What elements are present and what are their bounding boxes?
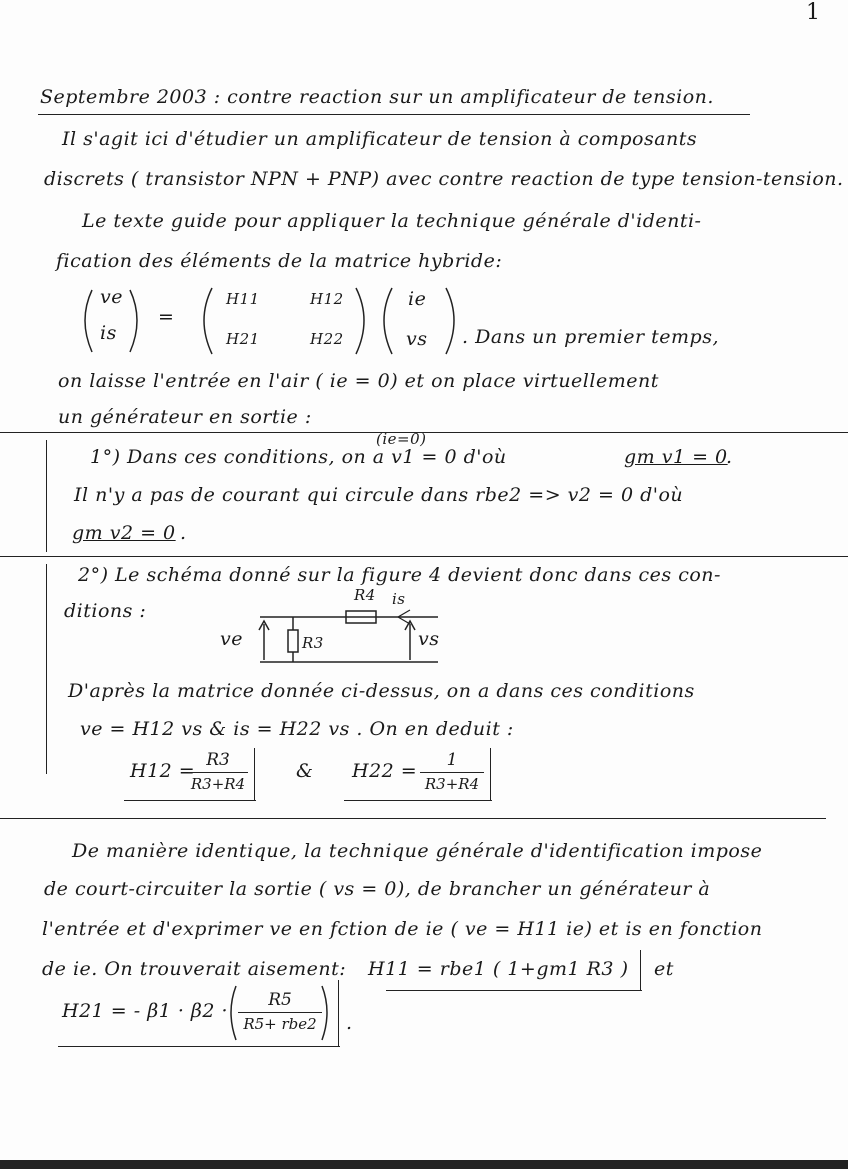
h21-numerator: R5 bbox=[268, 990, 292, 1010]
h21-denominator: R5+ rbe2 bbox=[243, 1015, 317, 1033]
intro-line-2: discrets ( transistor NPN + PNP) avec contre reaction de type tension-tension. bbox=[44, 168, 844, 190]
h21-period: . bbox=[346, 1012, 353, 1034]
section1-period-2: . bbox=[180, 522, 187, 544]
page-title: Septembre 2003 : contre reaction sur un amplificateur de tension. bbox=[40, 86, 714, 108]
circuit-is-label: is bbox=[392, 590, 406, 608]
h21-lhs: H21 = - β1 · β2 · bbox=[62, 1000, 229, 1022]
circuit-vs-label: vs bbox=[418, 628, 440, 650]
h22-denominator: R3+R4 bbox=[424, 775, 480, 793]
conclusion-line-2: de court-circuiter la sortie ( vs = 0), de brancher un générateur à bbox=[44, 878, 711, 900]
section1-result-1: gm v1 = 0 bbox=[624, 446, 728, 468]
h21-fraction-bar bbox=[238, 1012, 322, 1013]
matrix-h21: H21 bbox=[226, 330, 260, 348]
h12-numerator: R3 bbox=[206, 750, 230, 770]
conclusion-line-4: de ie. On trouverait aisement: bbox=[42, 958, 347, 980]
intro-line-1: Il s'agit ici d'étudier un amplificateur de tension à composants bbox=[62, 128, 698, 150]
circuit-ve-label: ve bbox=[220, 628, 243, 650]
section1-result-2: gm v2 = 0 bbox=[72, 522, 176, 544]
h12-denominator: R3+R4 bbox=[190, 775, 246, 793]
matrix-is: is bbox=[100, 322, 117, 344]
intro-line-4: fication des éléments de la matrice hybride: bbox=[56, 250, 503, 272]
h21-box-bottom bbox=[58, 1046, 340, 1047]
h11-result: H11 = rbe1 ( 1+gm1 R3 ) bbox=[368, 958, 629, 980]
scan-bottom-edge bbox=[0, 1160, 848, 1169]
matrix-ve: ve bbox=[100, 286, 123, 308]
section1-period-1: . bbox=[726, 446, 733, 468]
page-number: 1 bbox=[806, 0, 820, 25]
h12-lhs: H12 = bbox=[130, 760, 196, 782]
intro2-line-2: un générateur en sortie : bbox=[58, 406, 312, 428]
circuit-r4-label: R4 bbox=[354, 586, 376, 604]
matrix-ie: ie bbox=[408, 288, 427, 310]
section2-line-3: D'après la matrice donnée ci-dessus, on a dans ces conditions bbox=[68, 680, 695, 702]
conclusion-line-1: De manière identique, la technique générale d'identification impose bbox=[72, 840, 763, 862]
and-symbol: & bbox=[296, 760, 314, 782]
conclusion-line-3: l'entrée et d'exprimer ve en fction de ie ( ve = H11 ie) et is en fonction bbox=[42, 918, 763, 940]
intro2-line-1: on laisse l'entrée en l'air ( ie = 0) et on place virtuellement bbox=[58, 370, 659, 392]
section2-line-4: ve = H12 vs & is = H22 vs . On en deduit : bbox=[80, 718, 514, 740]
section1-line-1: 1°) Dans ces conditions, on a v1 = 0 d'où bbox=[90, 446, 507, 468]
intro-line-3: Le texte guide pour appliquer la technique générale d'identi- bbox=[82, 210, 702, 232]
matrix-vs: vs bbox=[406, 328, 428, 350]
h22-numerator: 1 bbox=[446, 750, 458, 770]
section2-line-2: ditions : bbox=[64, 600, 147, 622]
circuit-r3-label: R3 bbox=[302, 634, 324, 652]
section2-line-1: 2°) Le schéma donné sur la figure 4 devient donc dans ces con- bbox=[78, 564, 721, 586]
conclusion-et: et bbox=[654, 958, 674, 980]
section1-note: (ie=0) bbox=[376, 430, 427, 448]
h21-fraction bbox=[238, 990, 322, 1033]
matrix-trailing-text: . Dans un premier temps, bbox=[462, 326, 719, 348]
matrix-h22: H22 bbox=[310, 330, 344, 348]
section1-line-2: Il n'y a pas de courant qui circule dans rbe2 => v2 = 0 d'où bbox=[74, 484, 684, 506]
matrix-h12: H12 bbox=[310, 290, 344, 308]
matrix-h11: H11 bbox=[226, 290, 260, 308]
h21-box-right bbox=[338, 980, 339, 1046]
matrix-equals: = bbox=[158, 306, 175, 328]
h22-lhs: H22 = bbox=[352, 760, 418, 782]
